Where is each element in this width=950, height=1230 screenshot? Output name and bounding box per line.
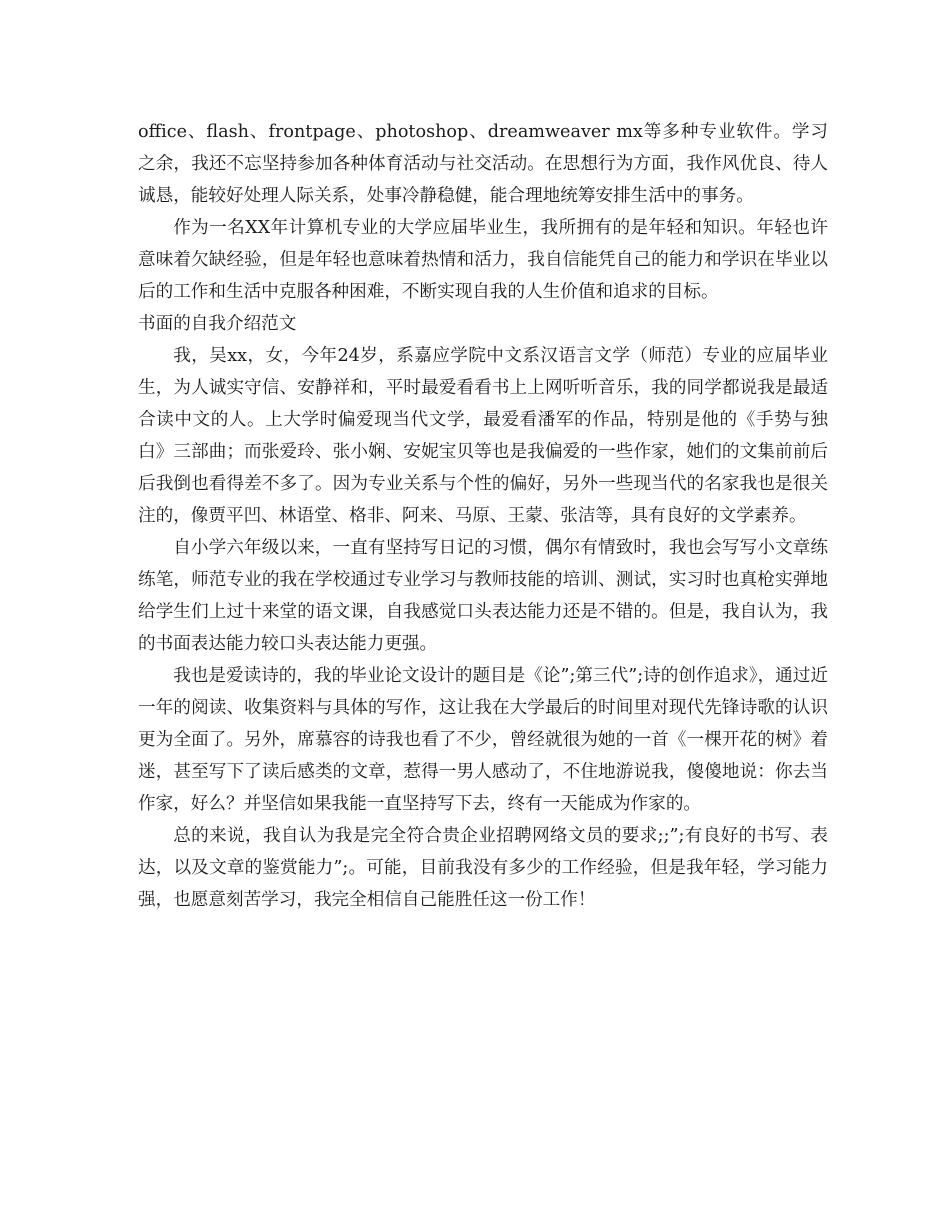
paragraph-graduate: 作为一名XX年计算机专业的大学应届毕业生，我所拥有的是年轻和知识。年轻也许意味着欠缺经验，但是年轻也意味着热情和活力，我自信能凭自己的能力和学识在毕业以后的工作和生活中克服各种困难，不断实现自我的人生价值和追求的目标。	[138, 218, 828, 302]
paragraph-writing-habit: 自小学六年级以来，一直有坚持写日记的习惯，偶尔有情致时，我也会写写小文章练练笔，师范专业的我在学校通过专业学习与教师技能的培训、测试，实习时也真枪实弹地给学生们上过十来堂的语文课，自我感觉口头表达能力还是不错的。但是，我自认为，我的书面表达能力较口头表达能力更强。	[138, 538, 828, 654]
paragraph-poetry: 我也是爱读诗的，我的毕业论文设计的题目是《论”;第三代”;诗的创作追求》，通过近一年的阅读、收集资料与具体的写作，这让我在大学最后的时间里对现代先锋诗歌的认识更为全面了。另外，席慕容的诗我也看了不少，曾经就很为她的一首《一棵开花的树》着迷，甚至写下了读后感类的文章，惹得一男人感动了，不住地游说我，傻傻地说：你去当作家，好么？并坚信如果我能一直坚持写下去，终有一天能成为作家的。	[138, 666, 828, 814]
paragraph-skills: office、flash、frontpage、photoshop、dreamweaver mx等多种专业软件。学习之余，我还不忘坚持参加各种体育活动与社交活动。在思想行为方面，我作风优良、待人诚恳，能较好处理人际关系，处事冷静稳健，能合理地统筹安排生活中的事务。	[138, 122, 828, 206]
document-body	[138, 116, 828, 916]
section-heading: 书面的自我介绍范文	[138, 314, 297, 334]
paragraph-introduction: 我，吴xx，女，今年24岁，系嘉应学院中文系汉语言文学（师范）专业的应届毕业生，为人诚实守信、安静祥和，平时最爱看看书上上网听听音乐，我的同学都说我是最适合读中文的人。上大学时偏爱现当代文学，最爱看潘军的作品，特别是他的《手势与独白》三部曲；而张爱玲、张小娴、安妮宝贝等也是我偏爱的一些作家，她们的文集前前后后我倒也看得差不多了。因为专业关系与个性的偏好，另外一些现当代的名家我也是很关注的，像贾平凹、林语堂、格非、阿来、马原、王蒙、张洁等，具有良好的文学素养。	[138, 346, 828, 526]
paragraph-conclusion: 总的来说，我自认为我是完全符合贵企业招聘网络文员的要求;;”;有良好的书写、表达，以及文章的鉴赏能力”;。可能，目前我没有多少的工作经验，但是我年轻，学习能力强，也愿意刻苦学习，我完全相信自己能胜任这一份工作！	[138, 826, 828, 910]
